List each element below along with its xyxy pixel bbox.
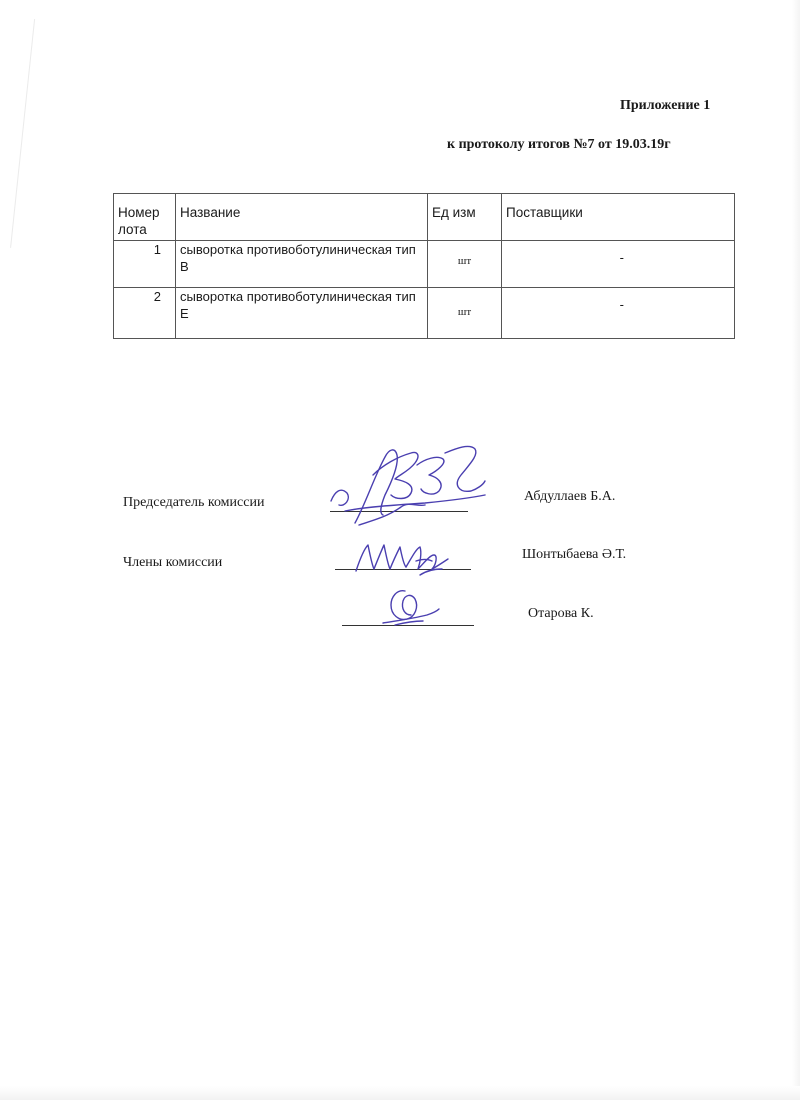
suppliers-cell: - bbox=[502, 288, 735, 339]
appendix-subtitle: к протоколу итогов №7 от 19.03.19г bbox=[447, 137, 671, 152]
header-name: Название bbox=[176, 194, 428, 241]
chair-label: Председатель комиссии bbox=[123, 495, 265, 510]
lot-name-cell: сыворотка противоботулиническая тип Е bbox=[176, 288, 428, 339]
member-1-name: Шонтыбаева Ә.Т. bbox=[522, 547, 627, 562]
table-row bbox=[114, 288, 735, 339]
lot-name-cell: сыворотка противоботулиническая тип В bbox=[176, 241, 428, 288]
scan-bottom-shadow bbox=[0, 1086, 800, 1100]
suppliers-cell: - bbox=[502, 241, 735, 288]
member-2-signature bbox=[375, 585, 445, 630]
table-row bbox=[114, 241, 735, 288]
members-label: Члены комиссии bbox=[123, 555, 223, 570]
appendix-title: Приложение 1 bbox=[620, 98, 711, 113]
scan-edge-artifact bbox=[10, 19, 65, 251]
header-unit: Ед изм bbox=[428, 194, 502, 241]
scan-edge-shadow bbox=[792, 0, 800, 1100]
member-1-signature bbox=[350, 535, 460, 580]
unit-cell: шт bbox=[428, 288, 502, 339]
lots-table bbox=[113, 193, 735, 339]
lot-number-cell: 1 bbox=[114, 241, 176, 288]
header-lot-number: Номер лота bbox=[114, 194, 176, 241]
header-suppliers: Поставщики bbox=[502, 194, 735, 241]
member-2-name: Отарова К. bbox=[528, 606, 594, 621]
unit-cell: шт bbox=[428, 241, 502, 288]
chair-name: Абдуллаев Б.А. bbox=[524, 489, 616, 504]
chair-signature bbox=[325, 435, 505, 535]
lot-number-cell: 2 bbox=[114, 288, 176, 339]
table-header-row bbox=[114, 194, 735, 241]
